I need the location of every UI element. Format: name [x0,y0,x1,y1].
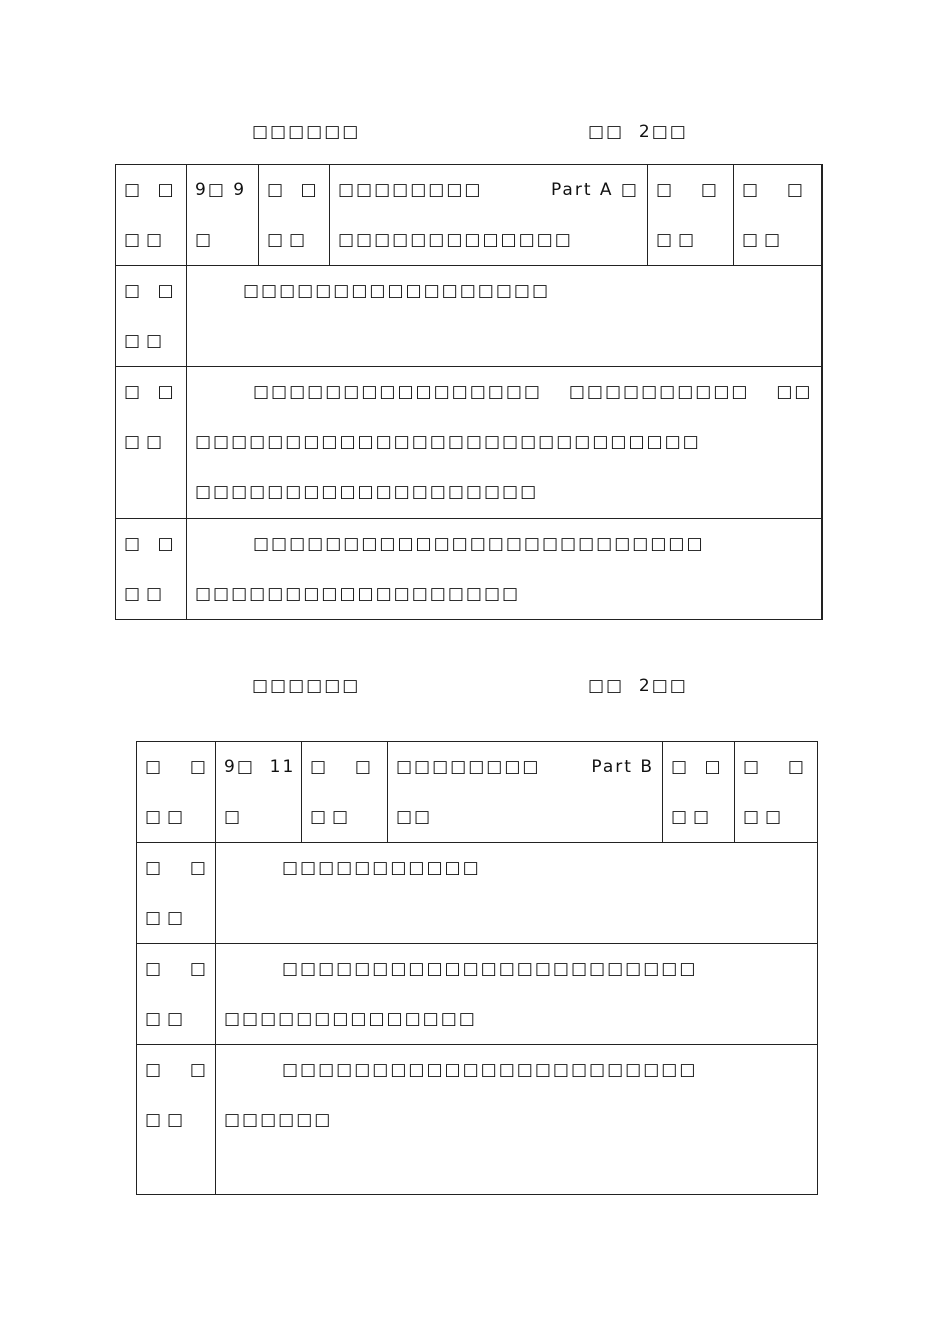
text-segment: □□ [776,382,813,402]
cell-line: □□ [145,1009,190,1029]
lesson2-cell-2 [216,742,302,843]
cell-line: □□ [656,230,701,250]
text-segment: □□□□□□□□□□□□□□□□ [253,382,542,402]
lesson1-cell-5 [648,165,734,266]
cell-line: □□□□□□□□□□□□□□□□□□□□□□□ [282,959,698,979]
text-segment: □□□□□□□□□□ [568,382,750,402]
cell-line: □ [195,230,214,250]
row-label [137,944,216,1045]
row-content [216,1045,818,1195]
cell-line: □□ [267,230,312,250]
row-label [137,843,216,944]
cell-line: □□□□□□ [224,1110,333,1130]
lesson2-heading-left: □□□□□□ [252,676,361,696]
cell-line: □□ [671,807,716,827]
cell-line: □□ [124,331,169,351]
cell-line: □□ [145,908,190,928]
cell-line: □ □ [145,757,212,777]
cell-line: □ □ [743,757,810,777]
cell-line: □ □ [124,382,180,402]
row-label [116,519,187,620]
cell-line [396,742,654,792]
lesson1-cell-1 [116,165,187,266]
cell-line: □ □ [124,180,180,200]
lesson1-heading-left: □□□□□□ [252,122,361,142]
lesson1-cell-6 [734,165,822,266]
cell-line: □ □ [671,757,727,777]
cell-line: □ □ [656,180,723,200]
cell-line: 9□ 9 [195,180,247,200]
cell-line: □□□□□□□□□□□□□□□□□□ [195,584,521,604]
cell-line [338,165,639,215]
cell-line: □□□□□□□□□□□□□□ [224,1009,477,1029]
title-cn: □□□□□□□□ [338,180,483,200]
cell-line: □□ [742,230,787,250]
row-content [216,944,818,1045]
row-label [116,367,187,519]
cell-line: □ □ [742,180,809,200]
lesson2-cell-1 [137,742,216,843]
cell-line: □□ [310,807,355,827]
lesson2-cell-5 [663,742,735,843]
lesson1-table [115,164,823,620]
row-content [216,843,818,944]
title-part: Part A □ [550,180,639,200]
cell-line: 9□ 11 [224,757,296,777]
row-label [137,1045,216,1195]
cell-line: □ □ [124,281,180,301]
row-label [116,266,187,367]
lesson2-lesson-title [388,742,663,843]
row-content [187,367,822,519]
lesson1-row-3 [116,519,822,620]
cell-line: □□□□□□□□□□□□□□□□□ [243,281,551,301]
cell-line: □ □ [145,858,212,878]
cell-line: □□ [145,1110,190,1130]
lesson1-row-2 [116,367,822,519]
cell-line: □□ [124,432,169,452]
cell-line: □□□□□□□□□□□□□□□□□□□□□□□□□□□□ [195,432,701,452]
lesson1-lesson-title [330,165,648,266]
cell-line [195,367,813,417]
cell-line: □□ [145,807,190,827]
cell-line: □ □ [310,757,377,777]
lesson1-row-1 [116,266,822,367]
lesson1-heading-right: □□ 2□□ [588,122,688,142]
title-part: Part B [591,757,654,777]
row-content [187,519,822,620]
lesson2-heading-right: □□ 2□□ [588,676,688,696]
cell-line: □ [224,807,243,827]
lesson1-cell-2 [187,165,259,266]
cell-line: □□ [396,807,433,827]
lesson2-row-3 [137,1045,818,1195]
cell-line: □ □ [267,180,323,200]
row-content [187,266,822,367]
cell-line: □□□□□□□□□□□□□ [338,230,573,250]
cell-line: □□□□□□□□□□□□□□□□□□□ [195,482,539,502]
lesson1-cell-3 [259,165,330,266]
cell-line: □ □ [145,959,212,979]
lesson1-header-row [116,165,822,266]
cell-line: □□ [124,230,169,250]
lesson2-table [136,741,818,1195]
lesson2-header-row [137,742,818,843]
cell-line: □□□□□□□□□□□□□□□□□□□□□□□ [282,1060,698,1080]
cell-line: □□□□□□□□□□□□□□□□□□□□□□□□□ [253,534,705,554]
lesson2-cell-6 [735,742,818,843]
cell-line: □□□□□□□□□□□ [282,858,481,878]
cell-line: □ □ [124,534,180,554]
lesson2-row-1 [137,843,818,944]
lesson2-cell-3 [302,742,388,843]
cell-line: □□ [743,807,788,827]
lesson2-row-2 [137,944,818,1045]
cell-line: □□ [124,584,169,604]
cell-line: □ □ [145,1060,212,1080]
title-cn: □□□□□□□□ [396,757,541,777]
